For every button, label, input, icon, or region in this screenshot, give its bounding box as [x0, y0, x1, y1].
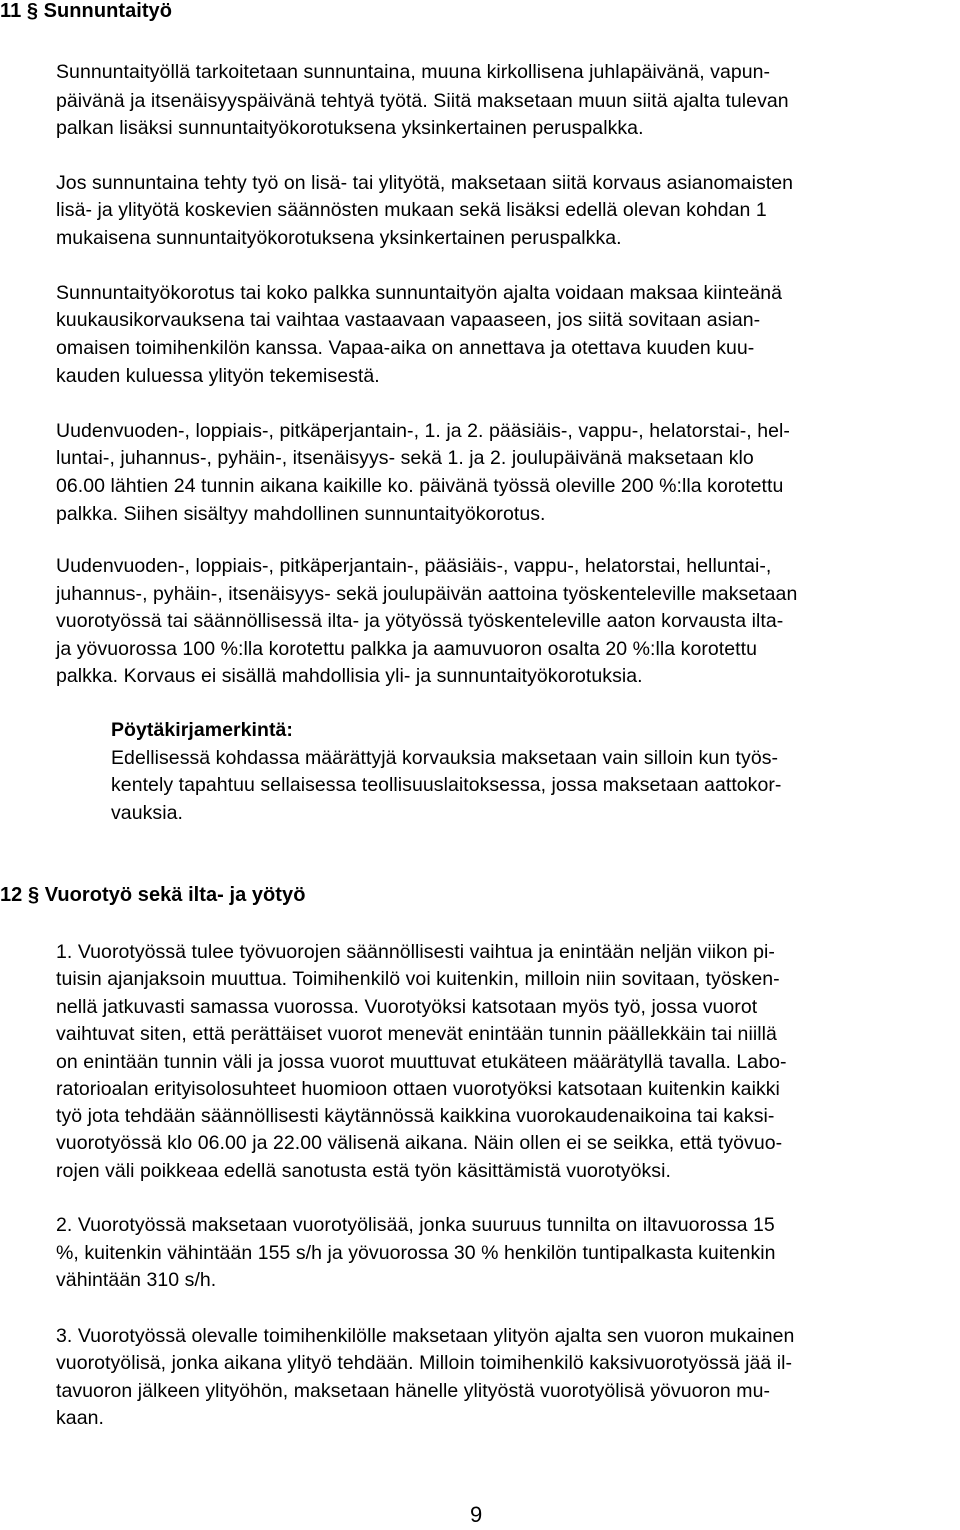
note-line: Edellisessä kohdassa määrättyjä korvauksia maksetaan vain silloin kun työs- [111, 747, 779, 769]
page-number: 9 [470, 1502, 483, 1527]
text-line: palkka. Siihen sisältyy mahdollinen sunnuntaityökorotus. [56, 503, 546, 525]
text-line: kauden kuluessa ylityön tekemisestä. [56, 365, 380, 387]
text-line: ratorioalan erityisolosuhteet huomioon ottaen vuorotyöksi katsotaan kuitenkin kaikki [56, 1078, 780, 1100]
text-line: tavuoron jälkeen ylityöhön, maksetaan hänelle ylityöstä vuorotyölisä yövuoron mu- [56, 1380, 771, 1402]
text-line: Uudenvuoden-, loppiais-, pitkäperjantain-, pääsiäis-, vappu-, helatorstai, helluntai-, [56, 555, 772, 577]
section-heading: 11 § Sunnuntaityö [0, 0, 172, 22]
text-line: vähintään 310 s/h. [56, 1269, 217, 1291]
text-line: on enintään tunnin väli ja jossa vuorot muuttuvat etukäteen määrätyllä tavalla. Labo- [56, 1051, 787, 1073]
section-heading: 12 § Vuorotyö sekä ilta- ja yötyö [0, 884, 306, 906]
text-line: työ jota tehdään säännöllisesti käytännössä kaikkina vuorokaudenaikoina tai kaksi- [56, 1105, 775, 1127]
text-line: päivänä ja itsenäisyyspäivänä tehtyä työtä. Siitä maksetaan muun siitä ajalta tulevan [56, 90, 789, 112]
text-line: luntai-, juhannus-, pyhäin-, itsenäisyys- sekä 1. ja 2. joulupäivänä maksetaan klo [56, 447, 754, 469]
text-line: vuorotyössä klo 06.00 ja 22.00 välisenä aikana. Näin ollen ei se seikka, että työvuo- [56, 1132, 783, 1154]
text-line: Uudenvuoden-, loppiais-, pitkäperjantain-, 1. ja 2. pääsiäis-, vappu-, helatorstai-, hel- [56, 420, 790, 442]
text-line: lisä- ja ylityötä koskevien säännösten mukaan sekä lisäksi edellä olevan kohdan 1 [56, 199, 767, 221]
text-line: vuorotyössä tai säännöllisessä ilta- ja yötyössä työskenteleville aaton korvausta ilta- [56, 610, 784, 632]
text-line: vaihtuvat siten, että perättäiset vuorot menevät enintään tunnin päällekkäin tai niillä [56, 1023, 777, 1045]
text-line: 1. Vuorotyössä tulee työvuorojen säännöllisesti vaihtua ja enintään neljän viikon pi- [56, 941, 775, 963]
text-line: Sunnuntaityökorotus tai koko palkka sunnuntaityön ajalta voidaan maksaa kiinteänä [56, 282, 783, 304]
note-heading: Pöytäkirjamerkintä: [111, 719, 293, 741]
text-line: rojen väli poikkeaa edellä sanotusta estä työn käsittämistä vuorotyöksi. [56, 1160, 671, 1182]
text-line: 06.00 lähtien 24 tunnin aikana kaikille ko. päivänä työssä oleville 200 %:lla korotettu [56, 475, 784, 497]
text-line: Sunnuntaityöllä tarkoitetaan sunnuntaina, muuna kirkollisena juhlapäivänä, vapun- [56, 61, 771, 83]
note-line: vauksia. [111, 802, 183, 824]
text-line: %, kuitenkin vähintään 155 s/h ja yövuorossa 30 % henkilön tuntipalkasta kuitenkin [56, 1242, 776, 1264]
note-line: kentely tapahtuu sellaisessa teollisuuslaitoksessa, jossa maksetaan aattokor- [111, 774, 782, 796]
text-line: kaan. [56, 1407, 104, 1429]
text-line: juhannus-, pyhäin-, itsenäisyys- sekä joulupäivän aattoina työskenteleville maksetaan [56, 583, 798, 605]
text-line: vuorotyölisä, jonka aikana ylityö tehdään. Milloin toimihenkilö kaksivuorotyössä jää il- [56, 1352, 793, 1374]
text-line: tuisin ajanjaksoin muuttua. Toimihenkilö voi kuitenkin, milloin niin sovitaan, työsken- [56, 968, 780, 990]
text-line: 2. Vuorotyössä maksetaan vuorotyölisää, jonka suuruus tunnilta on iltavuorossa 15 [56, 1214, 775, 1236]
text-line: kuukausikorvauksena tai vaihtaa vastaavaan vapaaseen, jos siitä sovitaan asian- [56, 309, 761, 331]
text-line: mukaisena sunnuntaityökorotuksena yksinkertainen peruspalkka. [56, 227, 622, 249]
text-line: nellä jatkuvasti samassa vuorossa. Vuorotyöksi katsotaan myös työ, jossa vuorot [56, 996, 758, 1018]
text-line: omaisen toimihenkilön kanssa. Vapaa-aika on annettava ja otettava kuuden kuu- [56, 337, 755, 359]
text-line: 3. Vuorotyössä olevalle toimihenkilölle maksetaan ylityön ajalta sen vuoron mukainen [56, 1325, 795, 1347]
text-line: Jos sunnuntaina tehty työ on lisä- tai ylityötä, maksetaan siitä korvaus asianomaisten [56, 172, 794, 194]
text-line: palkka. Korvaus ei sisällä mahdollisia yli- ja sunnuntaityökorotuksia. [56, 665, 643, 687]
text-line: palkan lisäksi sunnuntaityökorotuksena yksinkertainen peruspalkka. [56, 117, 644, 139]
text-line: ja yövuorossa 100 %:lla korotettu palkka ja aamuvuoron osalta 20 %:lla korotettu [56, 638, 757, 660]
